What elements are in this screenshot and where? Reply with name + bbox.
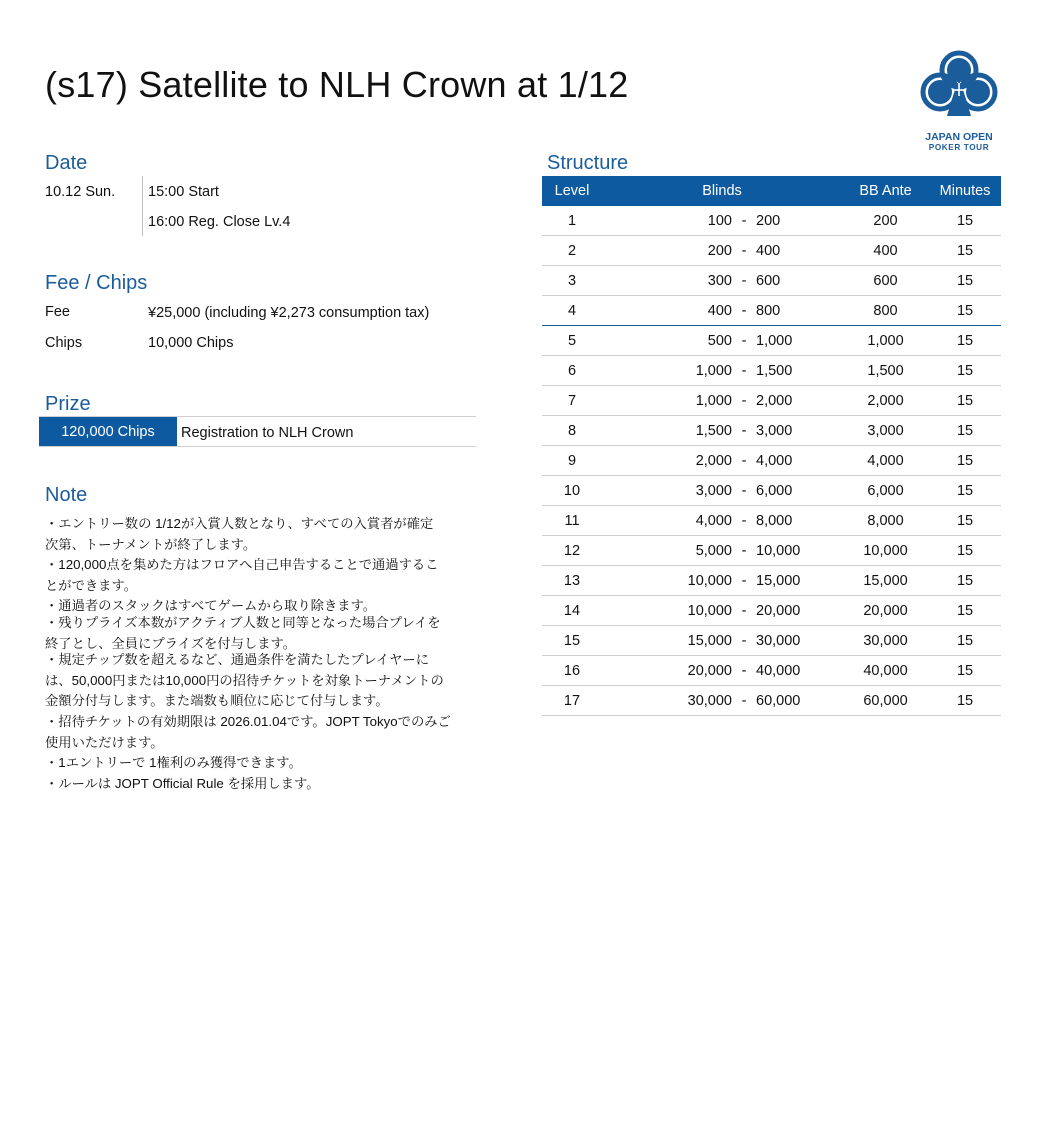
note-line: ・招待チケットの有効期限は 2026.01.04です。JOPT Tokyoでのみご bbox=[45, 713, 451, 729]
level-cell: 11 bbox=[542, 506, 602, 536]
chips-label: Chips bbox=[45, 335, 83, 351]
level-cell: 17 bbox=[542, 686, 602, 716]
minutes-cell: 15 bbox=[929, 506, 1001, 536]
structure-heading: Structure bbox=[547, 152, 629, 174]
minutes-cell: 15 bbox=[929, 566, 1001, 596]
header-ante: BB Ante bbox=[842, 176, 929, 206]
table-row bbox=[542, 476, 1001, 506]
blind-separator: - bbox=[732, 296, 756, 326]
table-row bbox=[542, 266, 1001, 296]
table-row bbox=[542, 626, 1001, 656]
ante-cell: 600 bbox=[842, 266, 929, 296]
level-cell: 7 bbox=[542, 386, 602, 416]
level-cell: 13 bbox=[542, 566, 602, 596]
ante-cell: 400 bbox=[842, 236, 929, 266]
small-blind-cell: 15,000 bbox=[602, 626, 732, 656]
big-blind-cell: 600 bbox=[756, 266, 842, 296]
table-row bbox=[542, 416, 1001, 446]
blind-separator: - bbox=[732, 446, 756, 476]
big-blind-cell: 8,000 bbox=[756, 506, 842, 536]
structure-header-row bbox=[542, 176, 1001, 206]
blind-separator: - bbox=[732, 596, 756, 626]
header-level: Level bbox=[542, 176, 602, 206]
note-line: ・1エントリーで 1権利のみ獲得できます。 bbox=[45, 755, 302, 771]
table-row bbox=[542, 656, 1001, 686]
prize-bottom-rule bbox=[39, 446, 476, 447]
ante-cell: 4,000 bbox=[842, 446, 929, 476]
minutes-cell: 15 bbox=[929, 416, 1001, 446]
table-row bbox=[542, 506, 1001, 536]
header-blinds: Blinds bbox=[602, 176, 842, 206]
table-row bbox=[542, 206, 1001, 236]
note-line: 次第、トーナメントが終了します。 bbox=[45, 536, 257, 552]
table-row bbox=[542, 536, 1001, 566]
big-blind-cell: 1,000 bbox=[756, 326, 842, 356]
level-cell: 1 bbox=[542, 206, 602, 236]
blind-separator: - bbox=[732, 266, 756, 296]
minutes-cell: 15 bbox=[929, 626, 1001, 656]
minutes-cell: 15 bbox=[929, 386, 1001, 416]
level-cell: 3 bbox=[542, 266, 602, 296]
ante-cell: 20,000 bbox=[842, 596, 929, 626]
level-cell: 15 bbox=[542, 626, 602, 656]
blind-separator: - bbox=[732, 236, 756, 266]
blind-separator: - bbox=[732, 656, 756, 686]
note-line: ・規定チップ数を超えるなど、通過条件を満たしたプレイヤーに bbox=[45, 652, 430, 668]
minutes-cell: 15 bbox=[929, 206, 1001, 236]
small-blind-cell: 1,500 bbox=[602, 416, 732, 446]
note-line: とができます。 bbox=[45, 577, 138, 593]
level-cell: 4 bbox=[542, 296, 602, 326]
fee-chips-heading: Fee / Chips bbox=[45, 272, 148, 294]
level-cell: 9 bbox=[542, 446, 602, 476]
logo-line2: POKER TOUR bbox=[928, 143, 990, 152]
ante-cell: 6,000 bbox=[842, 476, 929, 506]
blind-separator: - bbox=[732, 506, 756, 536]
ante-cell: 200 bbox=[842, 206, 929, 236]
prize-chips-badge: 120,000 Chips bbox=[39, 417, 177, 447]
blind-separator: - bbox=[732, 206, 756, 236]
table-row bbox=[542, 686, 1001, 716]
minutes-cell: 15 bbox=[929, 536, 1001, 566]
big-blind-cell: 200 bbox=[756, 206, 842, 236]
date-divider bbox=[142, 176, 143, 236]
big-blind-cell: 15,000 bbox=[756, 566, 842, 596]
big-blind-cell: 10,000 bbox=[756, 536, 842, 566]
note-line: ・残りプライズ本数がアクティブ人数と同等となった場合プレイを bbox=[45, 614, 441, 630]
ante-cell: 40,000 bbox=[842, 656, 929, 686]
table-row bbox=[542, 596, 1001, 626]
level-cell: 2 bbox=[542, 236, 602, 266]
minutes-cell: 15 bbox=[929, 476, 1001, 506]
small-blind-cell: 20,000 bbox=[602, 656, 732, 686]
small-blind-cell: 1,000 bbox=[602, 356, 732, 386]
ante-cell: 15,000 bbox=[842, 566, 929, 596]
small-blind-cell: 10,000 bbox=[602, 566, 732, 596]
blind-separator: - bbox=[732, 566, 756, 596]
page-title: (s17) Satellite to NLH Crown at 1/12 bbox=[45, 64, 629, 105]
small-blind-cell: 300 bbox=[602, 266, 732, 296]
prize-description: Registration to NLH Crown bbox=[181, 425, 354, 441]
note-line: 金額分付与します。また端数も順位に応じて付与します。 bbox=[45, 693, 389, 709]
ante-cell: 8,000 bbox=[842, 506, 929, 536]
ante-cell: 800 bbox=[842, 296, 929, 326]
table-row bbox=[542, 356, 1001, 386]
ante-cell: 2,000 bbox=[842, 386, 929, 416]
ante-cell: 10,000 bbox=[842, 536, 929, 566]
small-blind-cell: 500 bbox=[602, 326, 732, 356]
minutes-cell: 15 bbox=[929, 446, 1001, 476]
logo-line1: JAPAN OPEN bbox=[925, 131, 993, 143]
table-row bbox=[542, 236, 1001, 266]
date-heading: Date bbox=[45, 152, 88, 174]
minutes-cell: 15 bbox=[929, 356, 1001, 386]
blind-separator: - bbox=[732, 356, 756, 386]
ante-cell: 1,500 bbox=[842, 356, 929, 386]
blind-separator: - bbox=[732, 386, 756, 416]
date-reg-close: 16:00 Reg. Close Lv.4 bbox=[148, 214, 291, 230]
big-blind-cell: 3,000 bbox=[756, 416, 842, 446]
big-blind-cell: 400 bbox=[756, 236, 842, 266]
ante-cell: 30,000 bbox=[842, 626, 929, 656]
blind-separator: - bbox=[732, 326, 756, 356]
structure-table bbox=[542, 176, 1001, 716]
small-blind-cell: 1,000 bbox=[602, 386, 732, 416]
big-blind-cell: 1,500 bbox=[756, 356, 842, 386]
date-day: 10.12 Sun. bbox=[45, 184, 116, 200]
table-row bbox=[542, 326, 1001, 356]
blind-separator: - bbox=[732, 476, 756, 506]
big-blind-cell: 800 bbox=[756, 296, 842, 326]
note-line: ・エントリー数の 1/12が入賞人数となり、すべての入賞者が確定 bbox=[45, 516, 434, 531]
minutes-cell: 15 bbox=[929, 236, 1001, 266]
note-heading: Note bbox=[45, 484, 88, 506]
table-row bbox=[542, 566, 1001, 596]
level-cell: 5 bbox=[542, 326, 602, 356]
note-line: ・通過者のスタックはすべてゲームから取り除きます。 bbox=[45, 598, 377, 614]
blind-separator: - bbox=[732, 626, 756, 656]
note-line: 終了とし、全員にプライズを付与します。 bbox=[45, 635, 297, 651]
minutes-cell: 15 bbox=[929, 596, 1001, 626]
small-blind-cell: 10,000 bbox=[602, 596, 732, 626]
chips-value: 10,000 Chips bbox=[148, 335, 234, 351]
minutes-cell: 15 bbox=[929, 686, 1001, 716]
big-blind-cell: 2,000 bbox=[756, 386, 842, 416]
table-row bbox=[542, 386, 1001, 416]
big-blind-cell: 6,000 bbox=[756, 476, 842, 506]
date-start: 15:00 Start bbox=[148, 184, 219, 200]
prize-heading: Prize bbox=[45, 393, 91, 415]
small-blind-cell: 200 bbox=[602, 236, 732, 266]
fee-value: ¥25,000 (including ¥2,273 consumption tax) bbox=[148, 305, 430, 321]
minutes-cell: 15 bbox=[929, 656, 1001, 686]
big-blind-cell: 60,000 bbox=[756, 686, 842, 716]
note-line: ・ルールは JOPT Official Rule を採用します。 bbox=[45, 775, 320, 791]
blind-separator: - bbox=[732, 536, 756, 566]
level-cell: 14 bbox=[542, 596, 602, 626]
ante-cell: 1,000 bbox=[842, 326, 929, 356]
ante-cell: 60,000 bbox=[842, 686, 929, 716]
small-blind-cell: 2,000 bbox=[602, 446, 732, 476]
ante-cell: 3,000 bbox=[842, 416, 929, 446]
note-line: は、50,000円または10,000円の招待チケットを対象トーナメントの bbox=[45, 672, 444, 688]
table-row bbox=[542, 446, 1001, 476]
blind-separator: - bbox=[732, 686, 756, 716]
big-blind-cell: 30,000 bbox=[756, 626, 842, 656]
note-line: 使用いただけます。 bbox=[45, 734, 164, 750]
small-blind-cell: 30,000 bbox=[602, 686, 732, 716]
club-logo-icon bbox=[916, 46, 1002, 152]
big-blind-cell: 40,000 bbox=[756, 656, 842, 686]
small-blind-cell: 4,000 bbox=[602, 506, 732, 536]
level-cell: 16 bbox=[542, 656, 602, 686]
jopt-logo bbox=[916, 46, 1002, 152]
small-blind-cell: 3,000 bbox=[602, 476, 732, 506]
small-blind-cell: 100 bbox=[602, 206, 732, 236]
level-cell: 6 bbox=[542, 356, 602, 386]
table-row bbox=[542, 296, 1001, 326]
small-blind-cell: 5,000 bbox=[602, 536, 732, 566]
fee-label: Fee bbox=[45, 304, 70, 320]
small-blind-cell: 400 bbox=[602, 296, 732, 326]
note-line: ・120,000点を集めた方はフロアへ自己申告することで通過するこ bbox=[45, 557, 439, 573]
note-list bbox=[45, 514, 475, 794]
header-minutes: Minutes bbox=[929, 176, 1001, 206]
level-cell: 8 bbox=[542, 416, 602, 446]
big-blind-cell: 20,000 bbox=[756, 596, 842, 626]
minutes-cell: 15 bbox=[929, 296, 1001, 326]
level-cell: 12 bbox=[542, 536, 602, 566]
big-blind-cell: 4,000 bbox=[756, 446, 842, 476]
structure-body bbox=[542, 206, 1001, 716]
level-cell: 10 bbox=[542, 476, 602, 506]
minutes-cell: 15 bbox=[929, 266, 1001, 296]
minutes-cell: 15 bbox=[929, 326, 1001, 356]
blind-separator: - bbox=[732, 416, 756, 446]
